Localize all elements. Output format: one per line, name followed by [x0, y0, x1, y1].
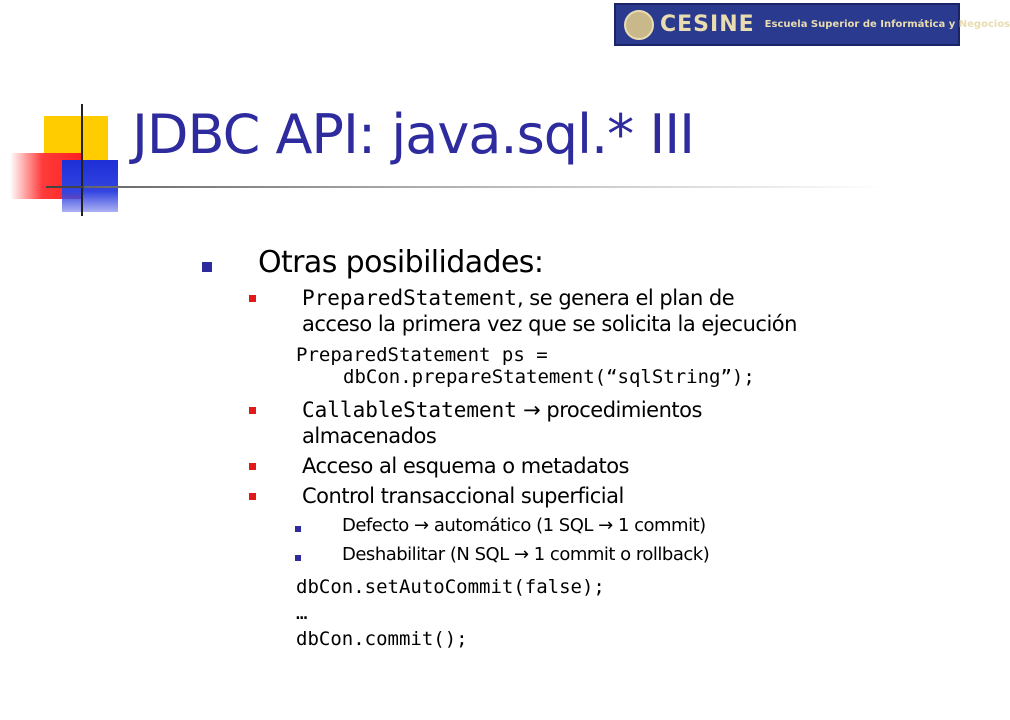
- item-metadatos: Acceso al esquema o metadatos: [302, 454, 629, 478]
- item-control-transaccional: Control transaccional superficial: [302, 484, 624, 508]
- item-callable-statement: CallableStatement → procedimientos almacenados: [302, 398, 702, 448]
- decor-vertical-line: [81, 104, 83, 216]
- logo-brand: CESINE: [660, 12, 755, 37]
- title-underline: [84, 186, 884, 188]
- sub-defecto: Defecto → automático (1 SQL → 1 commit): [342, 515, 706, 536]
- seal-icon: [624, 10, 654, 40]
- item-prepared-statement: PreparedStatement, se genera el plan de acceso la primera vez que se solicita la ejecución: [302, 286, 797, 336]
- cesine-logo: [614, 3, 1010, 46]
- code-block-prepare: PreparedStatement ps = dbCon.prepareStatement(“sqlString”);: [296, 344, 755, 388]
- slide-title: JDBC API: java.sql.* III: [132, 103, 695, 166]
- bullet-level2: [249, 295, 256, 302]
- code-prepared-statement: PreparedStatement: [302, 286, 517, 310]
- sub-deshabilitar: Deshabilitar (N SQL → 1 commit o rollback): [342, 544, 710, 565]
- bullet-level2: [249, 493, 256, 500]
- code-callable-statement: CallableStatement: [302, 398, 517, 422]
- heading-otras-posibilidades: Otras posibilidades:: [258, 245, 544, 280]
- bullet-level2: [249, 463, 256, 470]
- bullet-level2: [249, 407, 256, 414]
- bullet-level3: [295, 526, 301, 532]
- bullet-level3: [295, 555, 301, 561]
- logo-school: Escuela Superior de Informática y Negocios: [764, 19, 1010, 30]
- bullet-level1: [202, 262, 212, 272]
- code-block-autocommit: dbCon.setAutoCommit(false); … dbCon.commit();: [296, 576, 605, 650]
